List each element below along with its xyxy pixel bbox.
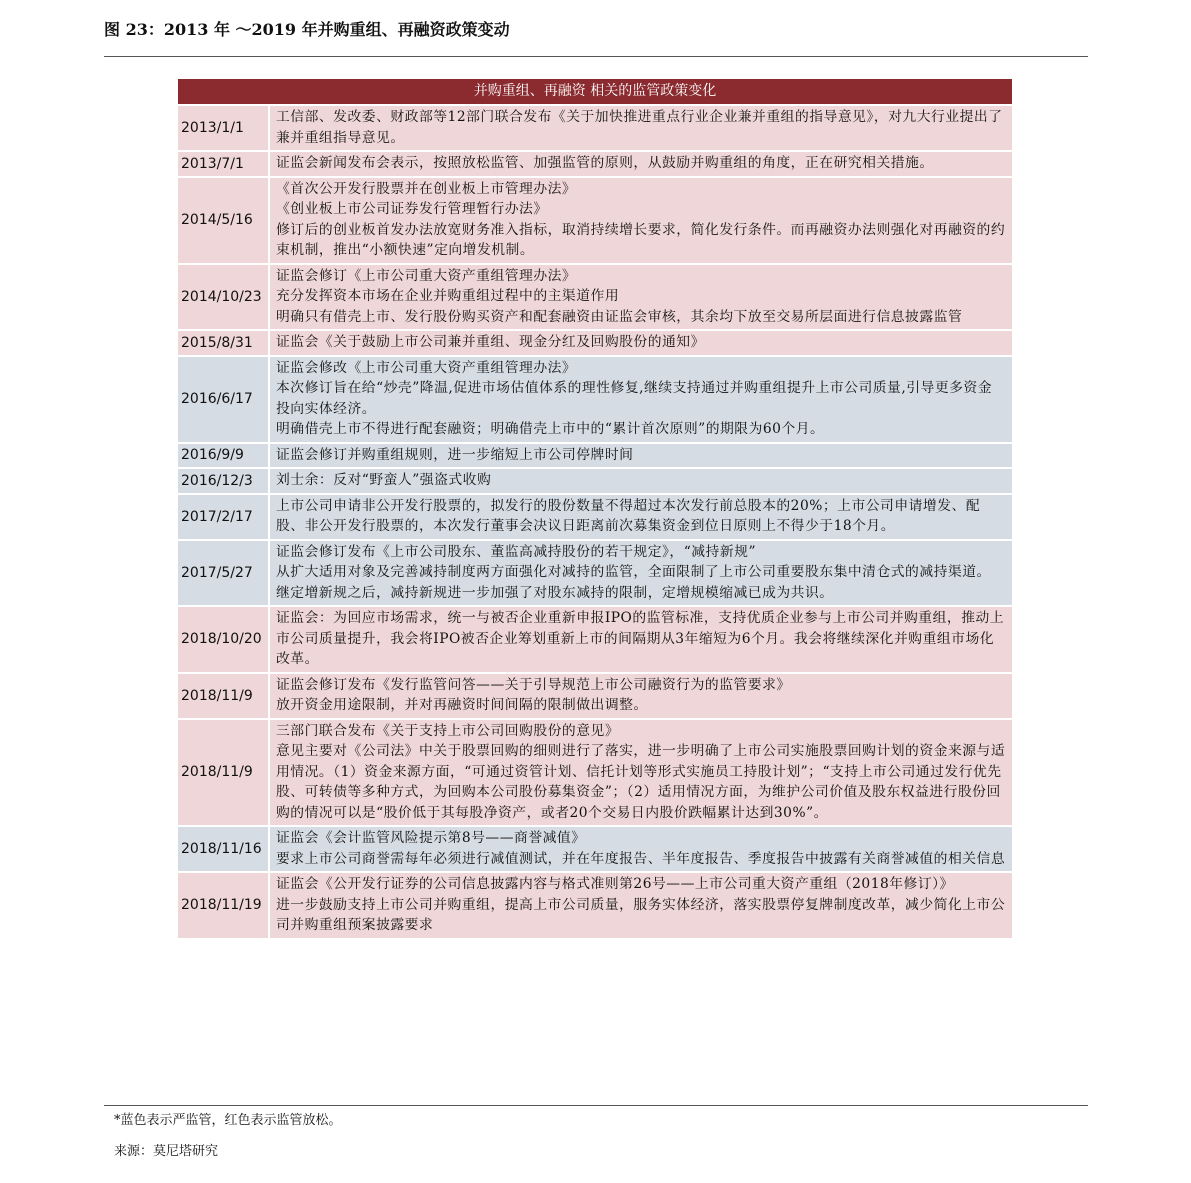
date-cell: 2015/8/31 [178,331,270,355]
date-cell: 2014/10/23 [178,265,270,330]
description-cell [270,720,1012,826]
description-cell [270,674,1012,718]
table-row [178,720,1012,828]
date-cell: 2013/7/1 [178,152,270,176]
description-cell [270,178,1012,263]
description-line: 要求上市公司商誉需每年必须进行减值测试，并在年度报告、半年度报告、季度报告中披露有关商誉减值的相关信息 [276,850,1006,867]
table-row [178,357,1012,444]
description-line: 工信部、发改委、财政部等12部门联合发布《关于加快推进重点行业企业兼并重组的指导意见》，对九大行业提出了兼并重组指导意见。 [276,109,1003,146]
date-cell: 2018/11/19 [178,873,270,938]
table-row [178,444,1012,470]
description-line: 证监会新闻发布会表示，按照放松监管、加强监管的原则，从鼓励并购重组的角度，正在研究相关措施。 [276,155,934,171]
description-line: 从扩大适用对象及完善减持制度两方面强化对减持的监管，全面限制了上市公司重要股东集中清仓式的减持渠道。 [276,564,991,580]
date-cell: 2017/5/27 [178,541,270,606]
description-line: 证监会《会计监管风险提示第8号——商誉减值》 [276,830,586,846]
figure-title: 图 23：2013 年 ～2019 年并购重组、再融资政策变动 [104,20,510,39]
date-cell: 2018/11/9 [178,674,270,718]
description-cell [270,827,1012,871]
table-row [178,152,1012,178]
description-cell [270,444,1012,468]
description-line: 《首次公开发行股票并在创业板上市管理办法》 [276,180,577,197]
description-line: 修订后的创业板首发办法放宽财务准入指标，取消持续增长要求，简化发行条件。而再融资办法则强化对再融资的约束机制，推出“小额快速”定向增发机制。 [276,221,1006,258]
description-cell [270,541,1012,606]
description-cell [270,331,1012,355]
description-cell [270,495,1012,539]
table-body [178,106,1012,940]
table-row [178,495,1012,541]
top-divider [104,56,1088,57]
table-row [178,674,1012,720]
table-row [178,541,1012,608]
description-cell [270,357,1012,442]
description-cell [270,265,1012,330]
table-header: 并购重组、再融资 相关的监管政策变化 [178,79,1012,106]
description-line: 继定增新规之后，减持新规进一步加强了对股东减持的限制，定增规模缩减已成为共识。 [276,584,834,601]
description-line: 明确只有借壳上市、发行股份购买资产和配套融资由证监会审核，其余均下放至交易所层面进行信息披露监管 [276,308,963,325]
date-cell: 2018/11/9 [178,720,270,826]
description-line: 证监会《关于鼓励上市公司兼并重组、现金分红及回购股份的通知》 [276,334,705,350]
source-note: 来源：莫尼塔研究 [114,1144,219,1159]
description-line: 放开资金用途限制，并对再融资时间间隔的限制做出调整。 [276,697,648,713]
description-line: 证监会修订发布《发行监管问答——关于引导规范上市公司融资行为的监管要求》 [276,676,791,693]
description-line: 三部门联合发布《关于支持上市公司回购股份的意见》 [276,722,620,739]
description-line: 上市公司申请非公开发行股票的，拟发行的股份数量不得超过本次发行前总股本的20%；上市公司申请增发、配股、非公开发行股票的，本次发行董事会决议日距离前次募集资金到位日原则上不得少于18个月。 [276,497,981,534]
description-line: 明确借壳上市不得进行配套融资；明确借壳上市中的“累计首次原则”的期限为60个月。 [276,421,825,437]
description-line: 证监会：为回应市场需求，统一与被否企业重新申报IPO的监管标准，支持优质企业参与上市公司并购重组，推动上市公司质量提升，我会将IPO被否企业筹划重新上市的间隔期从3年缩短为6个月。我会将继续深化并购重组市场化改革。 [276,610,1005,667]
description-cell [270,152,1012,176]
date-cell: 2018/10/20 [178,607,270,672]
footnote: *蓝色表示严监管，红色表示监管放松。 [114,1113,342,1128]
date-cell: 2017/2/17 [178,495,270,539]
table-row [178,607,1012,674]
table-row [178,873,1012,940]
date-cell: 2018/11/16 [178,827,270,871]
description-line: 进一步鼓励支持上市公司并购重组，提高上市公司质量，服务实体经济，落实股票停复牌制度改革，减少简化上市公司并购重组预案披露要求 [276,896,1006,933]
description-line: 充分发挥资本市场在企业并购重组过程中的主渠道作用 [276,288,620,304]
description-cell [270,607,1012,672]
date-cell: 2016/6/17 [178,357,270,442]
policy-table [178,79,1012,940]
description-line: 证监会修改《上市公司重大资产重组管理办法》 [276,359,577,376]
description-line: 证监会《公开发行证券的公司信息披露内容与格式准则第26号——上市公司重大资产重组（2018年修订）》 [276,876,954,892]
description-line: 意见主要对《公司法》中关于股票回购的细则进行了落实，进一步明确了上市公司实施股票回购计划的资金来源与适用情况。（1）资金来源方面，“可通过资管计划、信托计划等形式实施员工持股计划”；“支持上市公司通过发行优先股、可转债等多种方式，为回购本公司股份募集资金”；（2）适用情况方面，为维护公司价值及股东权益进行股份回购的情况可以是“股价低于其每股净资产，或者20个交易日内股价跌幅累计达到30%”。 [276,743,1006,821]
date-cell: 2014/5/16 [178,178,270,263]
description-cell [270,873,1012,938]
description-line: 本次修订旨在给“炒壳”降温,促进市场估值体系的理性修复,继续支持通过并购重组提升上市公司质量,引导更多资金投向实体经济。 [276,380,993,417]
date-cell: 2013/1/1 [178,106,270,150]
date-cell: 2016/12/3 [178,469,270,493]
description-line: 证监会修订发布《上市公司股东、董监高减持股份的若干规定》，“减持新规” [276,543,757,560]
table-row [178,178,1012,265]
table-row [178,331,1012,357]
description-line: 刘士余：反对“野蛮人”强盗式收购 [276,472,492,488]
date-cell: 2016/9/9 [178,444,270,468]
table-row [178,265,1012,332]
description-cell [270,469,1012,493]
table-row [178,106,1012,152]
description-cell [270,106,1012,150]
bottom-divider [104,1105,1088,1106]
description-line: 证监会修订并购重组规则，进一步缩短上市公司停牌时间 [276,446,634,463]
table-row [178,827,1012,873]
table-row [178,469,1012,495]
description-line: 《创业板上市公司证券发行管理暂行办法》 [276,201,548,217]
description-line: 证监会修订《上市公司重大资产重组管理办法》 [276,267,577,284]
